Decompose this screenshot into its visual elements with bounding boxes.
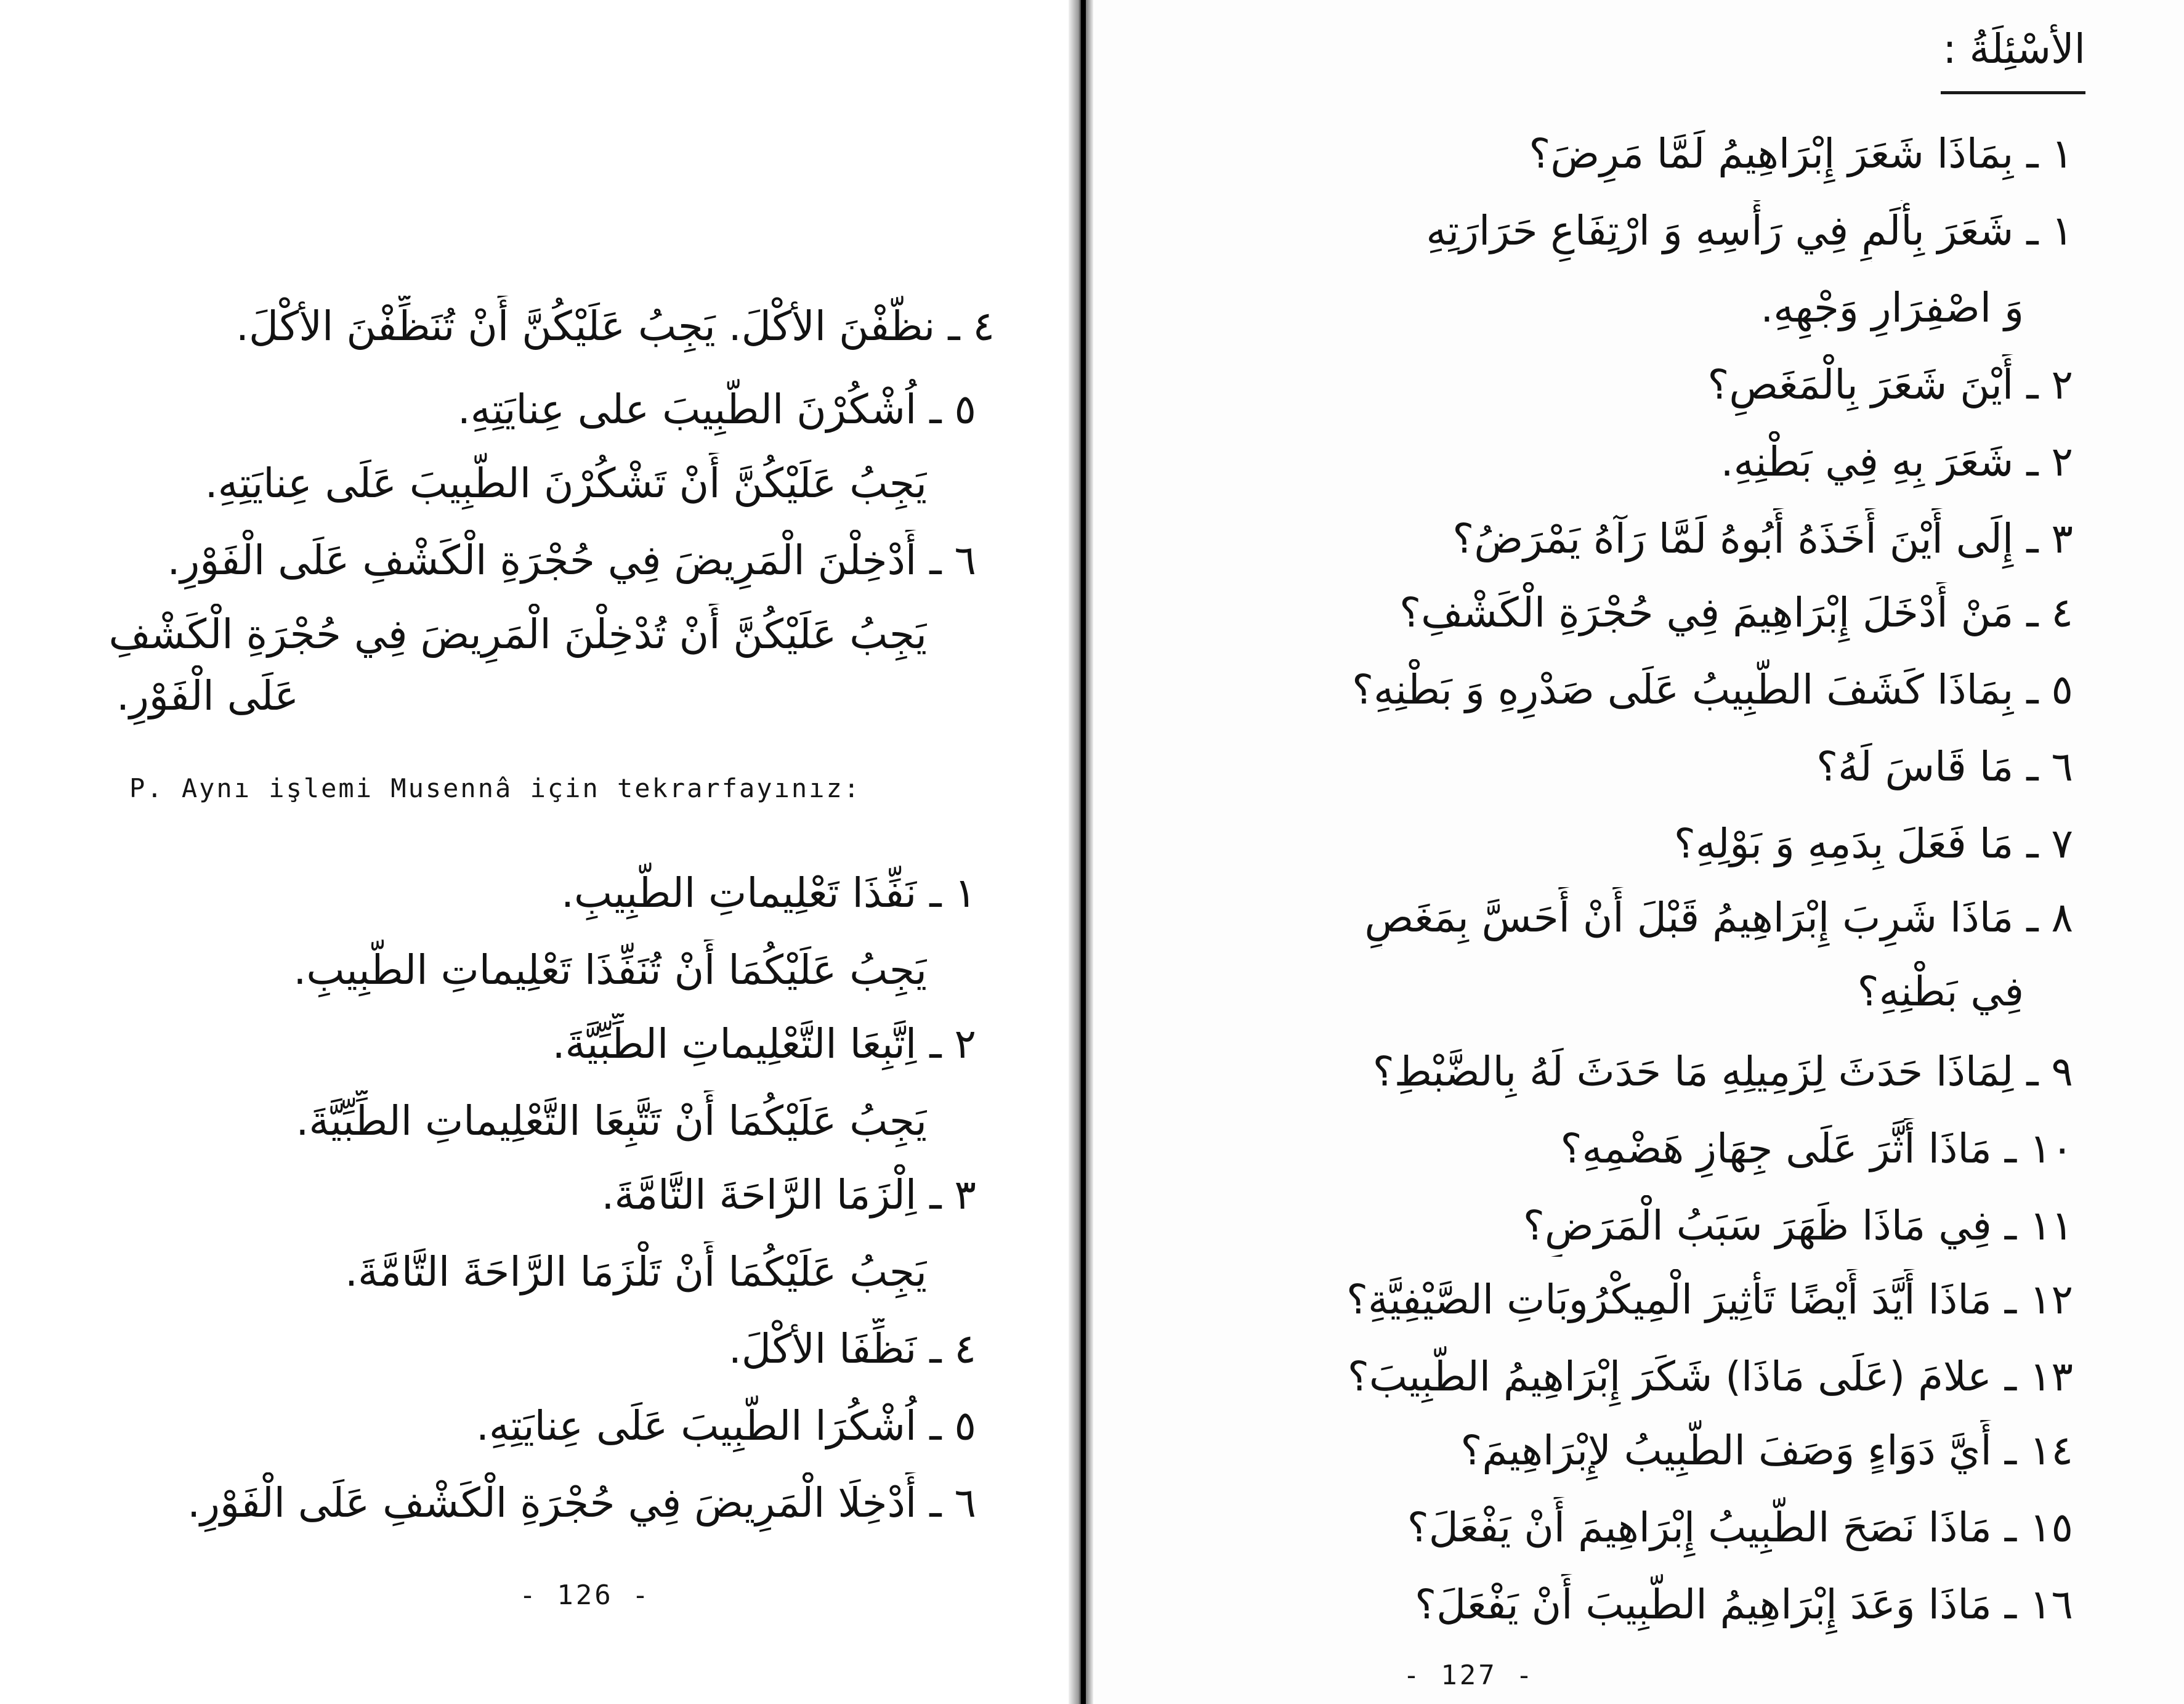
- left-line-6: عَلَى الْفَوْرِ.: [116, 672, 299, 720]
- right-line-1: ١ ـ بِمَاذَا شَعَرَ إِبْرَاهِيمُ لَمَّا مَرِضَ؟: [1529, 130, 2073, 177]
- left-line-14: ٥ ـ اُشْكُرَا الطَّبِيبَ عَلَى عِنايَتِهِ.: [475, 1402, 976, 1450]
- left-line-12: يَجِبُ عَلَيْكُمَا أَنْ تَلْزَمَا الرَّاحَةَ التَّامَّةَ.: [344, 1248, 927, 1296]
- right-line-9: ٦ ـ مَا قَاسَ لَهُ؟: [1816, 743, 2073, 790]
- right-line-10: ٧ ـ مَا فَعَلَ بِدَمِهِ وَ بَوْلِهِ؟: [1673, 820, 2073, 867]
- right-line-2: ١ ـ شَعَرَ بِأَلَمٍ فِي رَأْسِهِ وَ ارْتِفَاعِ حَرَارَتِهِ: [1426, 207, 2073, 254]
- left-line-15: ٦ ـ أَدْخِلَا الْمَرِيضَ فِي حُجْرَةِ الْكَشْفِ عَلَى الْفَوْرِ.: [187, 1479, 976, 1527]
- right-line-14: ١٠ ـ مَاذَا أَثَّرَ عَلَى جِهَازِ هَضْمِهِ؟: [1560, 1125, 2073, 1172]
- left-line-11: ٣ ـ اِلْزَمَا الرَّاحَةَ التَّامَّةَ.: [601, 1171, 976, 1219]
- left-line-7: ١ ـ نَفِّذَا تَعْلِيماتِ الطَّبِيبِ.: [560, 869, 976, 917]
- right-line-20: ١٦ ـ مَاذَا وَعَدَ إِبْرَاهِيمُ الطَّبِيبَ أَنْ يَفْعَلَ؟: [1415, 1581, 2073, 1628]
- right-line-12: فِي بَطْنِهِ؟: [1857, 968, 2024, 1015]
- right-line-3: وَ اصْفِرَارِ وَجْهِهِ.: [1760, 284, 2024, 331]
- instruction-text: P. Aynı işlemi Musennâ için tekrarfayınız:: [129, 773, 862, 803]
- left-line-9: ٢ ـ اِتَّبِعَا التَّعْلِيماتِ الطِّبِّيَّةَ.: [552, 1020, 976, 1068]
- right-line-15: ١١ ـ فِي مَاذَا ظَهَرَ سَبَبُ الْمَرَضِ؟: [1523, 1202, 2073, 1249]
- left-line-1: ٤ ـ نظّفْنَ الأكْلَ. يَجِبُ عَلَيْكُنَّ أَنْ تُنَظِّفْنَ الأكْلَ.: [236, 302, 995, 350]
- left-line-2: ٥ ـ اُشْكُرْنَ الطَّبِيبَ على عِنايَتِهِ.: [457, 386, 976, 433]
- right-line-4: ٢ ـ أَيْنَ شَعَرَ بِالْمَغَصِ؟: [1707, 361, 2073, 408]
- right-line-5: ٢ ـ شَعَرَ بِهِ فِي بَطْنِهِ.: [1720, 438, 2073, 485]
- right-line-19: ١٥ ـ مَاذَا نَصَحَ الطَّبِيبُ إِبْرَاهِيمَ أَنْ يَفْعَلَ؟: [1407, 1504, 2073, 1551]
- left-line-8: يَجِبُ عَلَيْكُمَا أَنْ تُنَفِّذَا تَعْلِيماتِ الطَّبِيبِ.: [293, 946, 927, 994]
- left-line-13: ٤ ـ نَظِّفَا الأكْلَ.: [728, 1325, 976, 1373]
- left-line-5: يَجِبُ عَلَيْكُنَّ أَنْ تُدْخِلْنَ الْمَرِيضَ فِي حُجْرَةِ الْكَشْفِ: [108, 611, 927, 658]
- right-page-number: - 127 -: [1403, 1660, 1535, 1691]
- right-line-13: ٩ ـ لِمَاذَا حَدَثَ لِزَمِيلِهِ مَا حَدَثَ لَهُ بِالضَّبْطِ؟: [1372, 1048, 2073, 1095]
- left-line-3: يَجِبُ عَلَيْكُنَّ أَنْ تَشْكُرْنَ الطَّبِيبَ عَلَى عِنايَتِهِ.: [204, 460, 927, 507]
- book-spine-shadow: [1081, 0, 1086, 1704]
- left-page-number: - 126 -: [519, 1580, 651, 1611]
- right-line-16: ١٢ ـ مَاذَا أَيَّدَ أَيْضًا تَأْثِيرَ الْمِيكْرُوبَاتِ الصَّيْفِيَّةِ؟: [1346, 1276, 2073, 1323]
- left-line-10: يَجِبُ عَلَيْكُمَا أَنْ تَتَّبِعَا التَّعْلِيماتِ الطِّبِّيَّةَ.: [296, 1097, 927, 1145]
- left-page: [0, 0, 1069, 1704]
- questions-heading: الأسْئِلَةُ :: [1943, 25, 2085, 73]
- right-line-7: ٤ ـ مَنْ أَدْخَلَ إِبْرَاهِيمَ فِي حُجْرَةِ الْكَشْفِ؟: [1399, 589, 2073, 636]
- right-line-8: ٥ ـ بِمَاذَا كَشَفَ الطَّبِيبُ عَلَى صَدْرِهِ وَ بَطْنِهِ؟: [1352, 666, 2073, 713]
- right-line-11: ٨ ـ مَاذَا شَرِبَ إِبْرَاهِيمُ قَبْلَ أَنْ أَحَسَّ بِمَغَصٍ: [1364, 894, 2073, 941]
- right-line-18: ١٤ ـ أَيَّ دَوَاءٍ وَصَفَ الطَّبِيبُ لإِبْرَاهِيمَ؟: [1460, 1427, 2073, 1474]
- left-line-4: ٦ ـ أَدْخِلْنَ الْمَرِيضَ فِي حُجْرَةِ الْكَشْفِ عَلَى الْفَوْرِ.: [167, 537, 976, 584]
- right-line-17: ١٣ ـ علامَ (عَلَى مَاذَا) شَكَرَ إِبْرَاهِيمُ الطَّبِيبَ؟: [1347, 1353, 2073, 1400]
- right-page: [1093, 0, 2184, 1704]
- heading-underline: [1941, 91, 2085, 94]
- right-line-6: ٣ ـ إِلَى أَيْنَ أَخَذَهُ أَبُوهُ لَمَّا رَآهُ يَمْرَضُ؟: [1452, 515, 2073, 562]
